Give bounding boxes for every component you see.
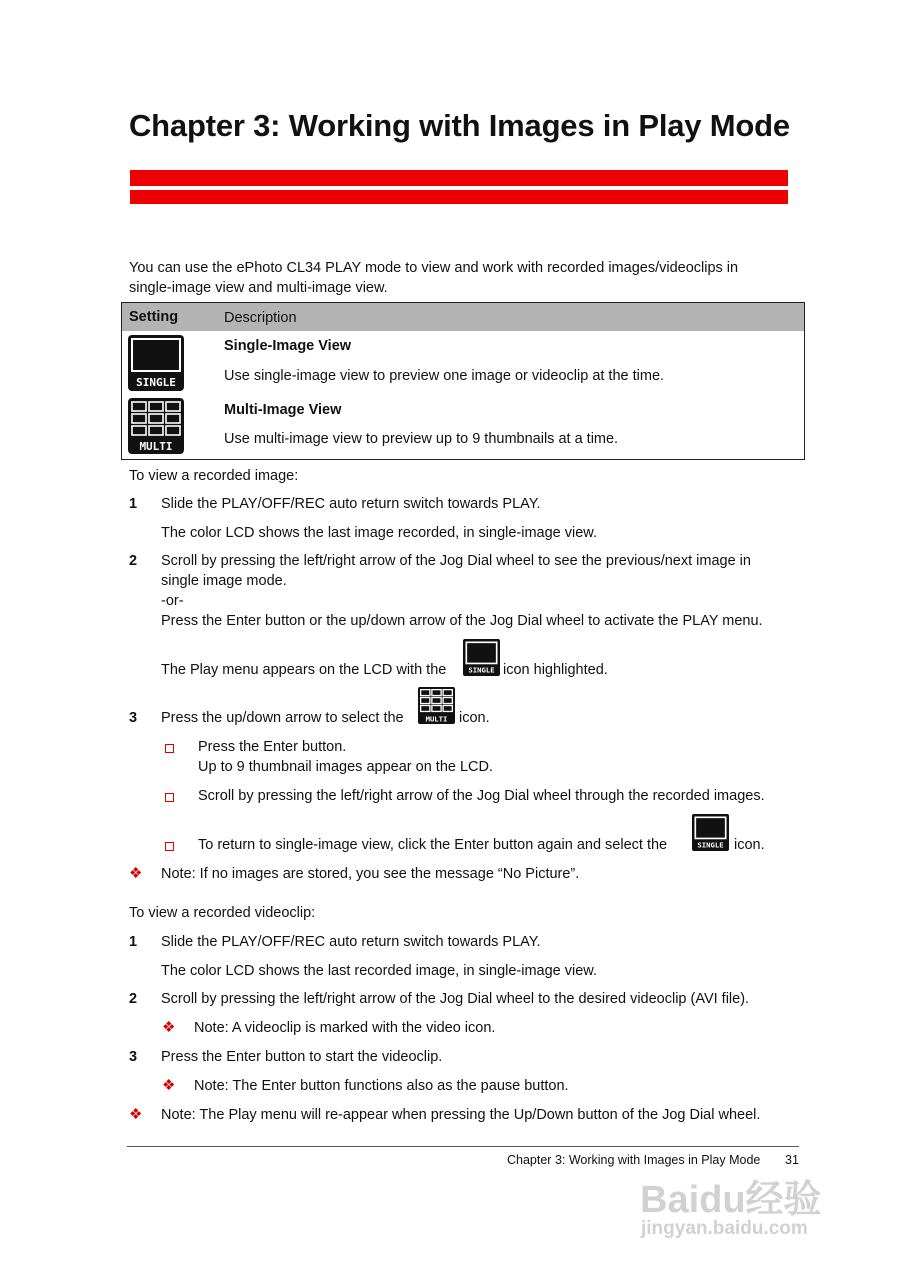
image-step-2-sub-a: The Play menu appears on the LCD with the	[161, 662, 447, 678]
footer-page-number: 31	[785, 1153, 799, 1167]
intro-line-2: single-image view and multi-image view.	[129, 280, 388, 296]
bullet-1-line-2: Up to 9 thumbnail images appear on the LCD.	[198, 759, 494, 775]
image-step-1-num: 1	[129, 496, 138, 512]
footer-rule	[127, 1146, 799, 1147]
bullet-box-3	[165, 842, 174, 851]
multi-icon-inline	[418, 687, 455, 724]
single-icon-inline	[463, 639, 500, 676]
footer-chapter: Chapter 3: Working with Images in Play Mode	[507, 1153, 761, 1167]
chapter-title: Chapter 3: Working with Images in Play Mode	[129, 108, 790, 143]
image-note: Note: If no images are stored, you see the message “No Picture”.	[161, 866, 580, 882]
multi-icon-inline-label: MULTI	[425, 714, 448, 724]
bullet-box-2	[165, 793, 174, 802]
bullet-3-a: To return to single-image view, click the Enter button again and select the	[198, 837, 668, 853]
video-step-3-note: Note: The Enter button functions also as the pause button.	[194, 1078, 569, 1094]
image-section-heading: To view a recorded image:	[129, 468, 299, 484]
multi-view-desc: Use multi-image view to preview up to 9 thumbnails at a time.	[224, 431, 619, 447]
video-final-note: Note: The Play menu will re-appear when pressing the Up/Down button of the Jog Dial wheel.	[161, 1107, 761, 1123]
bullet-1-line-1: Press the Enter button.	[198, 739, 347, 755]
image-step-3-a: Press the up/down arrow to select the	[161, 710, 404, 726]
header-setting: Setting	[129, 309, 179, 325]
image-step-2-line-1: Scroll by pressing the left/right arrow of the Jog Dial wheel to see the previous/next image in	[161, 553, 751, 569]
single-view-name: Single-Image View	[224, 338, 352, 354]
video-step-2: Scroll by pressing the left/right arrow of the Jog Dial wheel to the desired videoclip (AVI file).	[161, 991, 750, 1007]
image-step-3-b: icon.	[459, 710, 490, 726]
video-step-3: Press the Enter button to start the videoclip.	[161, 1049, 443, 1065]
note-diamond-icon-3: ❖	[162, 1077, 176, 1094]
image-step-2-sub-b: icon highlighted.	[503, 662, 608, 678]
single-icon-label: SINGLE	[136, 376, 176, 389]
single-icon	[128, 335, 184, 391]
title-rule-bottom	[130, 190, 788, 204]
video-section-heading: To view a recorded videoclip:	[129, 905, 316, 921]
image-step-1: Slide the PLAY/OFF/REC auto return switch towards PLAY.	[161, 496, 541, 512]
multi-icon-label: MULTI	[139, 440, 173, 453]
bullet-box-1	[165, 744, 174, 753]
video-step-1-num: 1	[129, 934, 138, 950]
note-diamond-icon-4: ❖	[129, 1106, 143, 1123]
image-step-1-sub: The color LCD shows the last image recorded, in single-image view.	[161, 525, 598, 541]
video-step-2-num: 2	[129, 991, 138, 1007]
intro-line-1: You can use the ePhoto CL34 PLAY mode to view and work with recorded images/videoclips in	[129, 260, 739, 276]
watermark-brand: Baidu经验	[640, 1179, 822, 1221]
single-icon-inline-2	[692, 814, 729, 851]
single-icon-inline-2-label: SINGLE	[697, 840, 724, 850]
video-step-1: Slide the PLAY/OFF/REC auto return switch towards PLAY.	[161, 934, 541, 950]
multi-icon	[128, 398, 184, 454]
multi-view-name: Multi-Image View	[224, 402, 342, 418]
note-diamond-icon-2: ❖	[162, 1019, 176, 1036]
single-view-desc: Use single-image view to preview one image or videoclip at the time.	[224, 368, 665, 384]
single-icon-inline-label: SINGLE	[468, 665, 495, 675]
image-step-3-num: 3	[129, 710, 138, 726]
title-rule-top	[130, 170, 788, 186]
bullet-2: Scroll by pressing the left/right arrow of the Jog Dial wheel through the recorded images.	[198, 788, 765, 804]
header-description: Description	[224, 310, 297, 326]
note-diamond-icon: ❖	[129, 865, 143, 882]
image-step-2-num: 2	[129, 553, 138, 569]
image-step-2-line-2: single image mode.	[161, 573, 287, 589]
bullet-3-b: icon.	[734, 837, 765, 853]
video-step-2-note: Note: A videoclip is marked with the video icon.	[194, 1020, 496, 1036]
video-step-1-sub: The color LCD shows the last recorded image, in single-image view.	[161, 963, 598, 979]
video-step-3-num: 3	[129, 1049, 138, 1065]
watermark-url: jingyan.baidu.com	[641, 1218, 808, 1239]
image-step-2-or: -or-	[161, 593, 184, 609]
image-step-2-line-3: Press the Enter button or the up/down arrow of the Jog Dial wheel to activate the PLAY menu.	[161, 613, 763, 629]
